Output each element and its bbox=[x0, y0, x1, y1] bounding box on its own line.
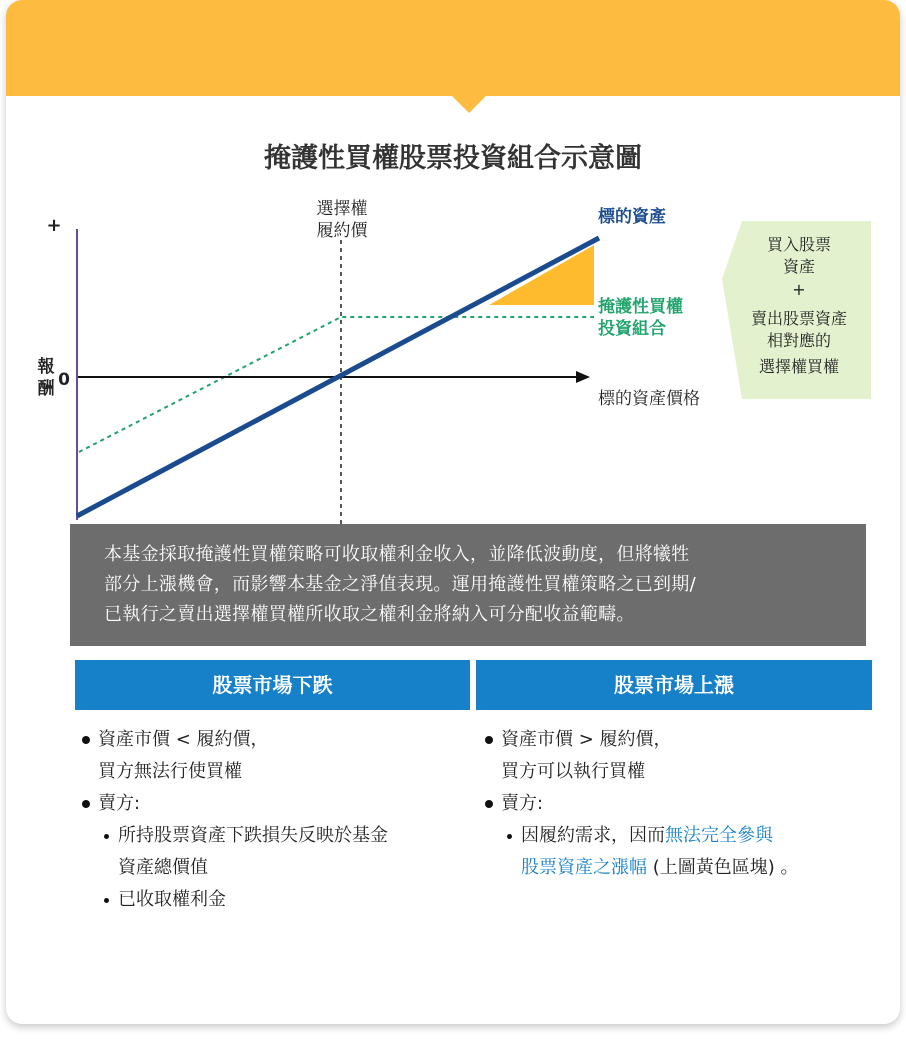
y-axis-label-char1: 報 bbox=[37, 357, 55, 377]
bullet-text: 資產市價 > 履約價， bbox=[501, 729, 672, 750]
callout-line6: 選擇權買權 bbox=[758, 357, 840, 376]
callout-line2: 資產 bbox=[782, 257, 816, 276]
bullet-dot bbox=[82, 736, 90, 744]
list-item bbox=[80, 724, 470, 788]
list-item bbox=[483, 724, 873, 788]
sub-text-part: 因履約需求，因而 bbox=[521, 825, 665, 846]
highlight-text: 無法完全參與 bbox=[665, 825, 773, 846]
page-title: 掩護性買權股票投資組合示意圖 bbox=[264, 143, 642, 174]
callout-line3: + bbox=[792, 280, 806, 299]
strike-label-line1: 選擇權 bbox=[316, 199, 368, 219]
description-line1: 本基金採取掩護性買權策略可收取權利金收入，並降低波動度，但將犧牲 bbox=[104, 544, 690, 565]
sub-bullet-text: 已收取權利金 bbox=[118, 889, 226, 910]
highlight-text: 股票資產之漲幅 bbox=[521, 857, 647, 878]
sub-bullet-dot bbox=[507, 834, 512, 839]
market-down-column bbox=[80, 724, 470, 916]
sub-bullet-text bbox=[521, 852, 873, 884]
x-axis-arrow bbox=[576, 371, 590, 383]
sub-bullet-text: 資產總價值 bbox=[118, 857, 208, 878]
strategy-description bbox=[70, 524, 866, 646]
description-line2: 部分上漲機會，而影響本基金之淨值表現。運用掩護性買權策略之已到期/ bbox=[104, 574, 696, 595]
sub-list-item bbox=[80, 884, 470, 916]
bullet-dot bbox=[485, 800, 493, 808]
market-up-column bbox=[483, 724, 873, 884]
description-line3: 已執行之賣出選擇權買權所收取之權利金將納入可分配收益範疇。 bbox=[104, 604, 635, 625]
y-axis-label-char2: 酬 bbox=[37, 379, 55, 399]
y-axis-plus: + bbox=[46, 215, 62, 236]
x-axis-label: 標的資產價格 bbox=[598, 389, 700, 409]
foregone-gain-area bbox=[489, 245, 594, 305]
strike-label-line2: 履約價 bbox=[316, 221, 368, 241]
sub-bullet-text bbox=[521, 820, 873, 852]
covered-call-payoff-line bbox=[79, 317, 594, 452]
sub-list-item bbox=[483, 820, 873, 884]
market-down-header: 股票市場下跌 bbox=[75, 660, 470, 710]
bullet-text: 賣方: bbox=[98, 793, 141, 814]
sub-text-part: (上圖黃色區塊) 。 bbox=[647, 857, 799, 878]
covered-call-label-line1: 掩護性買權 bbox=[598, 297, 683, 317]
bullet-dot bbox=[485, 736, 493, 744]
sub-bullet-text: 所持股票資產下跌損失反映於基金 bbox=[118, 825, 388, 846]
bullet-text: 買方無法行使買權 bbox=[98, 761, 242, 782]
callout-line4: 賣出股票資產 bbox=[750, 309, 848, 328]
bullet-dot bbox=[82, 800, 90, 808]
callout-line1: 買入股票 bbox=[766, 235, 832, 254]
zero-label: 0 bbox=[58, 370, 70, 390]
market-up-header: 股票市場上漲 bbox=[476, 660, 872, 710]
bullet-text: 資產市價 < 履約價， bbox=[98, 729, 269, 750]
sub-list-item bbox=[80, 820, 470, 884]
sub-bullet-dot bbox=[104, 898, 109, 903]
list-item bbox=[80, 788, 470, 820]
list-item bbox=[483, 788, 873, 820]
callout-line5: 相對應的 bbox=[766, 331, 832, 350]
bullet-text: 買方可以執行買權 bbox=[501, 761, 645, 782]
covered-call-label-line2: 投資組合 bbox=[598, 319, 666, 339]
underlying-asset-label: 標的資產 bbox=[598, 207, 666, 227]
sub-bullet-dot bbox=[104, 834, 109, 839]
bullet-text: 賣方: bbox=[501, 793, 544, 814]
